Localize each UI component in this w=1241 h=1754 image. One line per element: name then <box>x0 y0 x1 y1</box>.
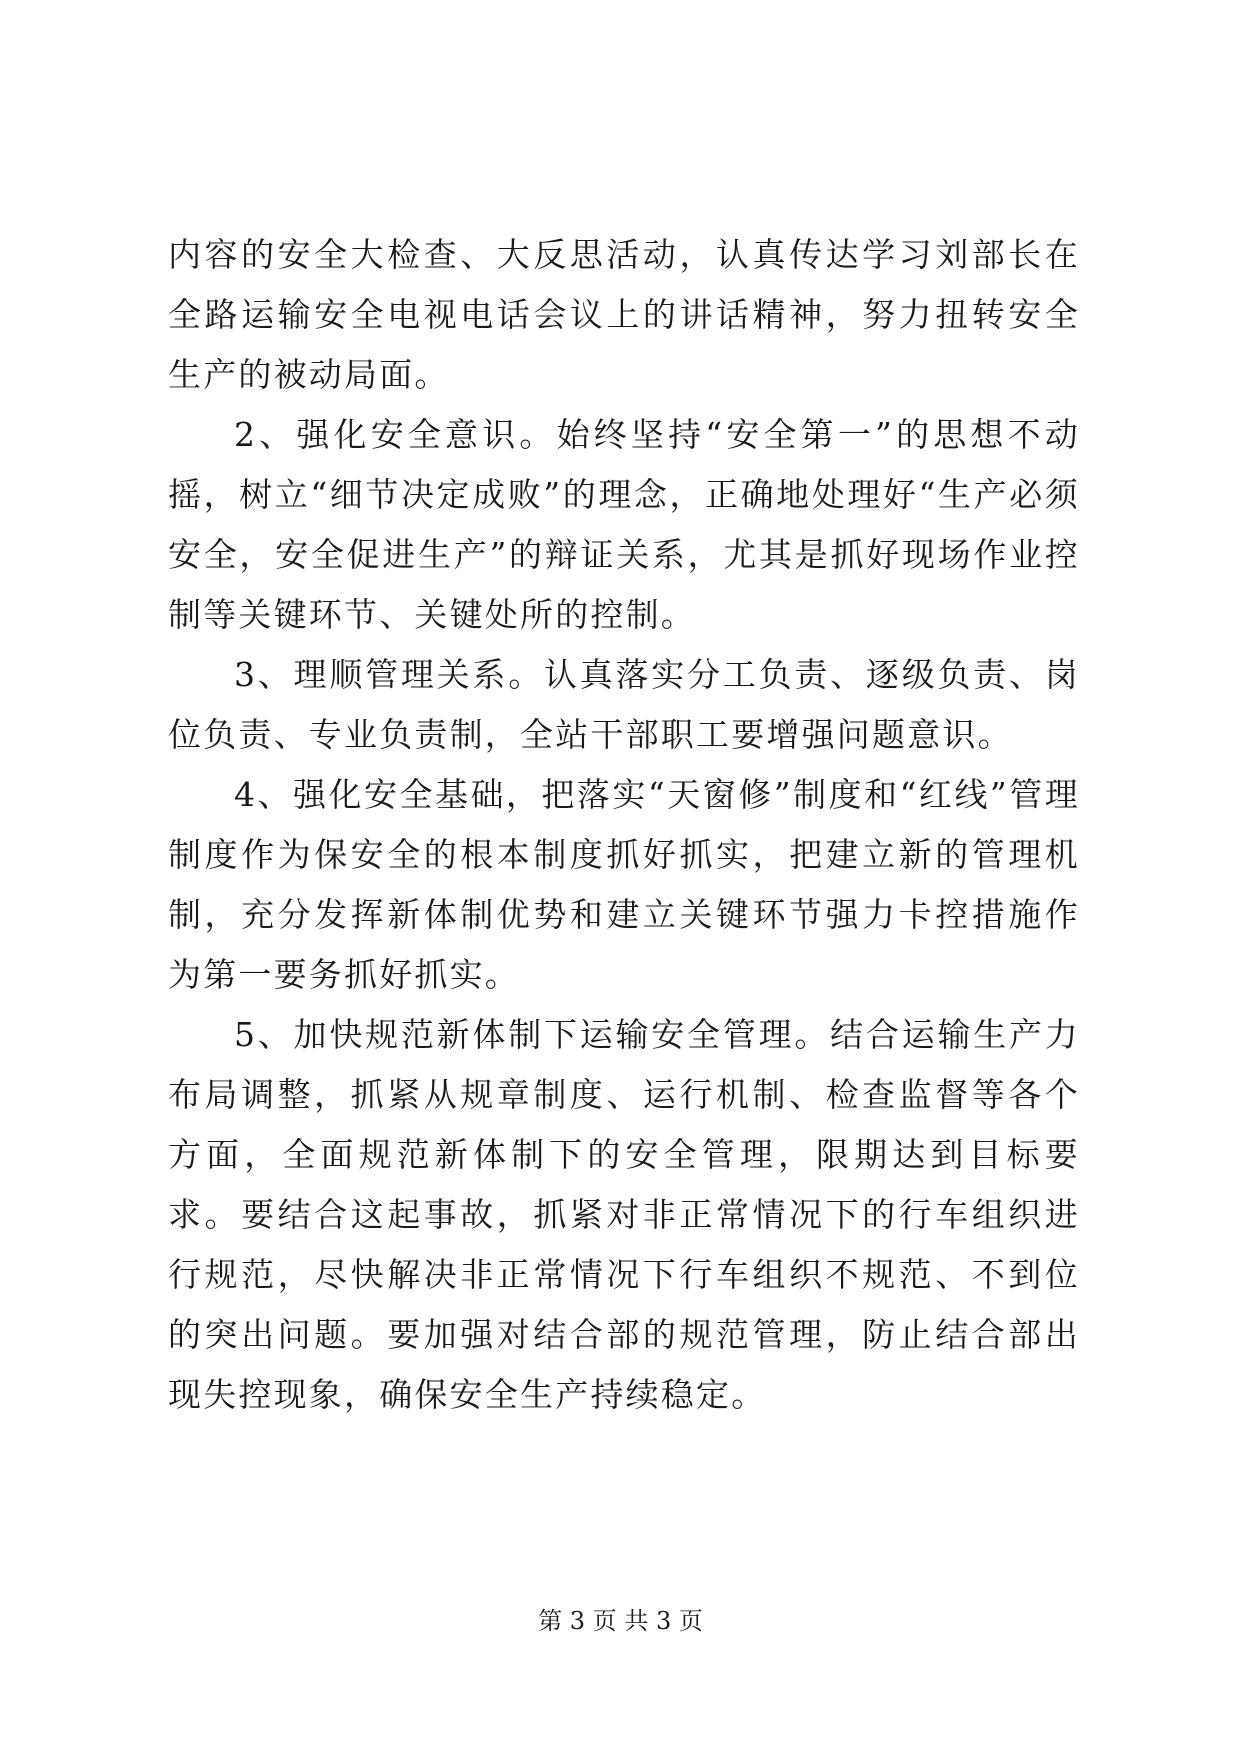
paragraph-item-3: 3、理顺管理关系。认真落实分工负责、逐级负责、岗位负责、专业负责制，全站干部职工要增强问题意识。 <box>168 655 1080 754</box>
document-body <box>168 225 1080 1425</box>
page-number-footer: 第 3 页 共 3 页 <box>538 1607 703 1635</box>
paragraph-item-4: 4、强化安全基础，把落实“天窗修”制度和“红线”管理制度作为保安全的根本制度抓好抓实，把建立新的管理机制，充分发挥新体制优势和建立关键环节强力卡控措施作为第一要务抓好抓实。 <box>168 775 1080 994</box>
paragraph-item-2: 2、强化安全意识。始终坚持“安全第一”的思想不动摇，树立“细节决定成败”的理念，正确地处理好“生产必须安全，安全促进生产”的辩证关系，尤其是抓好现场作业控制等关键环节、关键处所的控制。 <box>168 415 1080 634</box>
paragraph-continuation: 内容的安全大检查、大反思活动，认真传达学习刘部长在全路运输安全电视电话会议上的讲话精神，努力扭转安全生产的被动局面。 <box>168 235 1080 394</box>
paragraph-item-5: 5、加快规范新体制下运输安全管理。结合运输生产力布局调整，抓紧从规章制度、运行机制、检查监督等各个方面，全面规范新体制下的安全管理，限期达到目标要求。要结合这起事故，抓紧对非正常情况下的行车组织进行规范，尽快解决非正常情况下行车组织不规范、不到位的突出问题。要加强对结合部的规范管理，防止结合部出现失控现象，确保安全生产持续稳定。 <box>168 1015 1080 1414</box>
